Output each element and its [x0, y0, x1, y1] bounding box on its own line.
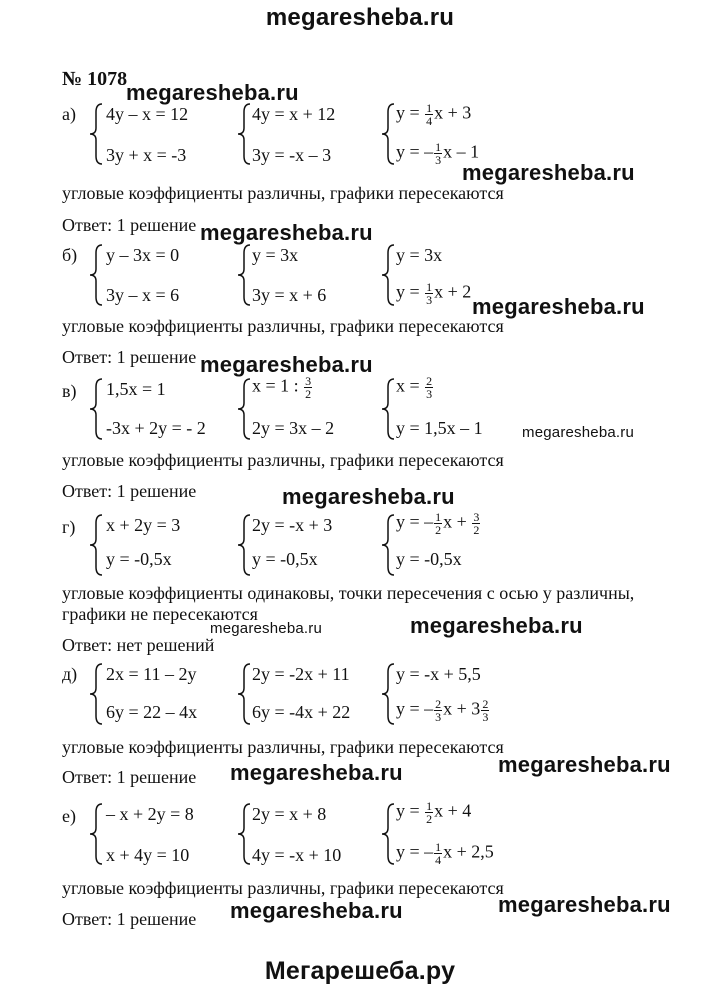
- part-d-sys3-eq1: y = – $\frac{1}{2}$ x + $\frac{3}{2}$: [396, 510, 480, 537]
- part-b-sys2-eq1: y = 3x: [252, 245, 299, 265]
- brace-icon: [88, 377, 106, 441]
- brace-icon: [88, 513, 106, 577]
- part-c-sys2-eq1: x = 1 : $\frac{3}{2}$: [252, 374, 312, 401]
- watermark: megaresheba.ru: [498, 892, 671, 917]
- watermark: megaresheba.ru: [230, 898, 403, 923]
- part-b-sys1-eq2: 3y – x = 6: [106, 285, 180, 305]
- part-a-label: а): [62, 104, 76, 124]
- part-b-sys3-eq1: y = 3x: [396, 245, 443, 265]
- part-d-note-line2: графики не пересекаются: [62, 604, 258, 624]
- fraction: $\frac{1}{4}$: [435, 840, 442, 867]
- part-f-sys1-eq1: – x + 2y = 8: [106, 804, 194, 824]
- part-c-note: угловые коэффициенты различны, графики пересекаются: [62, 450, 504, 470]
- part-f-answer: Ответ: 1 решение: [62, 909, 197, 929]
- fraction: $\frac{1}{4}$: [426, 101, 433, 128]
- part-d-answer: Ответ: нет решений: [62, 635, 215, 655]
- part-c-sys3-eq1: x = $\frac{2}{3}$: [396, 374, 433, 401]
- part-a-sys2-eq1: 4y = x + 12: [252, 104, 336, 124]
- watermark: megaresheba.ru: [200, 220, 373, 245]
- fraction: $\frac{2}{3}$: [482, 697, 489, 724]
- part-c-sys1-eq1: 1,5x = 1: [106, 379, 166, 399]
- watermark: megaresheba.ru: [472, 294, 645, 319]
- task-number: № 1078: [62, 68, 128, 90]
- part-d-sys3-eq2: y = -0,5x: [396, 549, 462, 569]
- part-f-sys2-eq2: 4y = -x + 10: [252, 845, 342, 865]
- watermark: megaresheba.ru: [210, 620, 323, 637]
- part-b-sys2-eq2: 3y = x + 6: [252, 285, 327, 305]
- brace-icon: [88, 102, 106, 166]
- fraction: $\frac{3}{2}$: [473, 510, 480, 537]
- brace-icon: [88, 243, 106, 307]
- part-c-sys1-eq2: -3x + 2y = - 2: [106, 418, 206, 438]
- part-d-label: г): [62, 517, 76, 537]
- part-c-label: в): [62, 381, 77, 401]
- part-a-sys1-eq2: 3y + x = -3: [106, 145, 187, 165]
- fraction: $\frac{1}{3}$: [426, 280, 433, 307]
- part-f-label: е): [62, 806, 76, 826]
- part-c-sys2-eq2: 2y = 3x – 2: [252, 418, 335, 438]
- part-e-note: угловые коэффициенты различны, графики пересекаются: [62, 737, 504, 757]
- part-d-sys2-eq1: 2y = -x + 3: [252, 515, 333, 535]
- watermark: megaresheba.ru: [498, 752, 671, 777]
- part-b-note: угловые коэффициенты различны, графики пересекаются: [62, 316, 504, 336]
- fraction: $\frac{1}{3}$: [435, 140, 442, 167]
- part-e-sys1-eq2: 6y = 22 – 4x: [106, 702, 198, 722]
- part-e-sys1-eq1: 2x = 11 – 2y: [106, 664, 197, 684]
- part-a-sys1-eq1: 4y – x = 12: [106, 104, 189, 124]
- watermark: megaresheba.ru: [200, 352, 373, 377]
- brace-icon: [88, 802, 106, 866]
- part-e-sys2-eq1: 2y = -2x + 11: [252, 664, 350, 684]
- part-e-sys2-eq2: 6y = -4x + 22: [252, 702, 351, 722]
- part-f-sys1-eq2: x + 4y = 10: [106, 845, 190, 865]
- part-d-sys1-eq1: x + 2y = 3: [106, 515, 181, 535]
- fraction: $\frac{2}{3}$: [435, 697, 442, 724]
- part-f-note: угловые коэффициенты различны, графики пересекаются: [62, 878, 504, 898]
- site-header-title: megaresheba.ru: [265, 4, 455, 31]
- watermark: megaresheba.ru: [462, 160, 635, 185]
- part-a-answer: Ответ: 1 решение: [62, 215, 197, 235]
- part-b-answer: Ответ: 1 решение: [62, 347, 197, 367]
- part-d-note-line1: угловые коэффициенты одинаковы, точки пересечения с осью у различны,: [62, 583, 635, 603]
- part-b-sys3-eq2: y = $\frac{1}{3}$ x + 2: [396, 280, 472, 307]
- brace-icon: [88, 662, 106, 726]
- part-e-sys3-eq2: y = – $\frac{2}{3}$ x + 3 $\frac{2}{3}$: [396, 697, 489, 724]
- part-e-answer: Ответ: 1 решение: [62, 767, 197, 787]
- site-footer-title: Мегарешеба.ру: [264, 957, 456, 985]
- part-a-note: угловые коэффициенты различны, графики пересекаются: [62, 183, 504, 203]
- part-b-label: б): [62, 245, 78, 265]
- part-c-sys3-eq2: y = 1,5x – 1: [396, 418, 483, 438]
- part-a-sys3-eq1: y = $\frac{1}{4}$ x + 3: [396, 101, 472, 128]
- part-d-sys2-eq2: y = -0,5x: [252, 549, 318, 569]
- part-b-sys1-eq1: y – 3x = 0: [106, 245, 180, 265]
- watermark: megaresheba.ru: [410, 613, 583, 638]
- part-d-sys1-eq2: y = -0,5x: [106, 549, 172, 569]
- watermark: megaresheba.ru: [282, 484, 455, 509]
- part-a-sys3-eq2: y = – $\frac{1}{3}$ x – 1: [396, 140, 480, 167]
- part-f-sys3-eq2: y = – $\frac{1}{4}$ x + 2,5: [396, 840, 494, 867]
- part-e-label: д): [62, 664, 78, 684]
- part-f-sys3-eq1: y = $\frac{1}{2}$ x + 4: [396, 799, 472, 826]
- fraction: $\frac{1}{2}$: [435, 510, 442, 537]
- part-a-sys2-eq2: 3y = -x – 3: [252, 145, 332, 165]
- watermark: megaresheba.ru: [230, 760, 403, 785]
- part-f-sys2-eq1: 2y = x + 8: [252, 804, 327, 824]
- watermark: megaresheba.ru: [522, 424, 635, 441]
- fraction: $\frac{1}{2}$: [426, 799, 433, 826]
- fraction: $\frac{3}{2}$: [305, 374, 312, 401]
- part-e-sys3-eq1: y = -x + 5,5: [396, 664, 481, 684]
- watermark: megaresheba.ru: [126, 80, 299, 105]
- fraction: $\frac{2}{3}$: [426, 374, 433, 401]
- part-c-answer: Ответ: 1 решение: [62, 481, 197, 501]
